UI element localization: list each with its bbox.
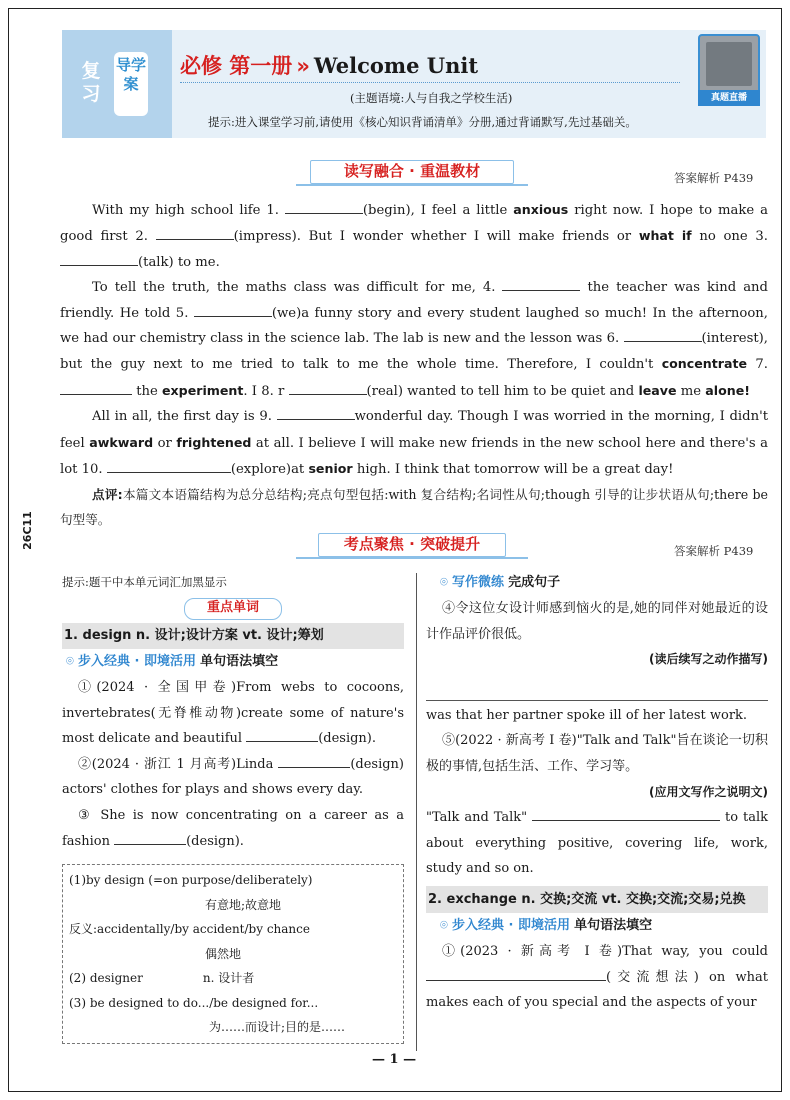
text: (interest), but the guy next to me tried to talk to me the whole time. Therefore, I couldn't bbox=[60, 331, 768, 373]
note-line bbox=[69, 966, 397, 991]
side-code: 26C11 bbox=[20, 511, 34, 550]
question-6 bbox=[426, 939, 768, 1016]
note-meaning: n. 设计者 bbox=[202, 971, 255, 986]
text: To tell the truth, the maths class was difficult for me, 4. bbox=[92, 280, 496, 296]
blank-7[interactable] bbox=[60, 380, 132, 395]
text: 7. bbox=[755, 357, 768, 373]
note-line: 有意地;故意地 bbox=[205, 897, 282, 912]
question-3 bbox=[62, 803, 404, 854]
entry-design: 1. design n. 设计;设计方案 vt. 设计;筹划 bbox=[62, 623, 404, 649]
vocab-tip: 提示:题干中本单元词汇加黑显示 bbox=[62, 575, 227, 589]
text: All in all, the first day is 9. bbox=[92, 409, 272, 425]
question-4: ④令这位女设计师感到恼火的是,她的同伴对她最近的设计作品评价很低。 bbox=[426, 601, 768, 642]
text: me bbox=[680, 383, 702, 399]
location-pin-icon: ⌾ bbox=[66, 654, 74, 669]
passage-paragraph-2 bbox=[60, 275, 768, 404]
reading-passage bbox=[60, 197, 768, 532]
note-line: 反义:accidentally/by accident/by chance bbox=[69, 922, 310, 937]
answer-blank[interactable] bbox=[114, 830, 186, 845]
usage-notes bbox=[62, 864, 404, 1044]
question-1 bbox=[62, 675, 404, 752]
question-4-tail: was that her partner spoke ill of her latest work. bbox=[426, 707, 748, 723]
passage-paragraph-3 bbox=[60, 404, 768, 482]
text: no one 3. bbox=[699, 229, 768, 245]
blank-4[interactable] bbox=[502, 276, 580, 291]
text: (talk) to me. bbox=[138, 254, 220, 270]
text: (impress). But I wonder whether I will make friends or bbox=[233, 229, 632, 245]
comment-label: 点评: bbox=[92, 487, 123, 503]
subsection-label: 步入经典 · 即境活用 bbox=[77, 654, 196, 669]
right-column bbox=[426, 570, 768, 1016]
theme-context: (主题语境:人与自我之学校生活) bbox=[350, 91, 513, 105]
blank-9[interactable] bbox=[277, 405, 355, 420]
blank-1[interactable] bbox=[285, 199, 363, 214]
question-text: ①(2023 · 新高考 I 卷)That way, you could bbox=[442, 943, 768, 959]
bold-word: what if bbox=[638, 228, 692, 244]
subsection-type: 单句语法填空 bbox=[574, 917, 653, 933]
text: high. I think that tomorrow will be a great day! bbox=[356, 462, 674, 478]
section1-underline bbox=[296, 184, 528, 186]
text: the teacher was kind and friendly. He told 5. bbox=[60, 280, 768, 321]
question-5: ⑤(2022 · 新高考 I 卷)"Talk and Talk"旨在谈论一切积极的事情,包括生活、工作、学习等。 bbox=[426, 733, 768, 774]
page-title bbox=[180, 50, 478, 80]
question-text: ①(2024 · 全国甲卷)From webs to cocoons, invertebrates(无脊椎动物)create some of nature's most delicate and beautiful bbox=[62, 680, 404, 747]
key-words-badge: 重点单词 bbox=[184, 598, 282, 620]
left-column bbox=[62, 570, 404, 1044]
text: (real) wanted to tell him to be quiet and bbox=[366, 383, 635, 399]
passage-comment bbox=[60, 482, 768, 532]
blank-3[interactable] bbox=[60, 251, 138, 266]
note-line: 偶然地 bbox=[205, 946, 242, 961]
text: (begin), I feel a little bbox=[362, 203, 508, 218]
text: the bbox=[136, 383, 158, 399]
qr-label: 真题直播 bbox=[698, 90, 760, 106]
question-text: to bbox=[724, 810, 739, 826]
header-tip: 提示:进入课堂学习前,请使用《核心知识背诵清单》分册,通过背诵默写,先过基础关。 bbox=[208, 115, 637, 129]
text: right now. I hope to make a good first 2. bbox=[60, 203, 768, 245]
blank-8[interactable] bbox=[289, 380, 367, 395]
location-pin-icon: ⌾ bbox=[440, 917, 448, 933]
section2-title: 考点聚焦 · 突破提升 bbox=[318, 533, 506, 557]
question-text: (design). bbox=[318, 731, 377, 747]
blank-5[interactable] bbox=[194, 302, 272, 317]
answer-line[interactable] bbox=[426, 673, 768, 701]
passage-paragraph-1 bbox=[60, 197, 768, 275]
subsection-grammar-fill bbox=[62, 649, 404, 675]
text: (explore)at bbox=[230, 462, 305, 478]
blank-10[interactable] bbox=[107, 458, 231, 473]
text: With my high school life 1. bbox=[92, 203, 279, 218]
study-guide-label: 导学案 bbox=[114, 52, 148, 116]
blank-6[interactable] bbox=[624, 327, 702, 342]
location-pin-icon: ⌾ bbox=[440, 575, 448, 590]
question-text: ③ She is now concentrating on a career as a fashion bbox=[62, 807, 404, 849]
title-divider bbox=[180, 82, 680, 83]
blank-2[interactable] bbox=[156, 225, 234, 240]
note-line: (1)by design (=on purpose/deliberately) bbox=[69, 873, 313, 888]
bold-word: awkward bbox=[89, 434, 154, 450]
subsection-writing bbox=[426, 570, 768, 596]
subsection-grammar-fill bbox=[426, 913, 768, 939]
bold-word: concentrate bbox=[661, 356, 748, 372]
bold-word: anxious bbox=[513, 202, 569, 217]
subsection-label: 步入经典 · 即境活用 bbox=[451, 917, 570, 933]
text: wonderful day. Though I was worried in the morning, I didn't feel bbox=[60, 409, 768, 451]
note-term: (2) designer bbox=[69, 971, 143, 986]
text: or bbox=[157, 435, 172, 451]
text: at all. I believe I will make new friends in the new school here and there's a lot 10. bbox=[60, 435, 768, 478]
question-text: "Talk and Talk" bbox=[426, 810, 528, 826]
note-line: 为……而设计;目的是…… bbox=[209, 1020, 346, 1035]
bold-word: senior bbox=[308, 461, 353, 477]
bold-word: experiment bbox=[162, 382, 244, 398]
entry-exchange: 2. exchange n. 交换;交流 vt. 交换;交流;交易;兑换 bbox=[426, 886, 768, 913]
section1-answer-ref: 答案解析 P439 bbox=[674, 171, 754, 185]
qr-code-image bbox=[706, 42, 752, 86]
question-text: (design). bbox=[186, 833, 244, 849]
question-text: talk about everything positive, covering life, work, study and so on. bbox=[426, 810, 768, 877]
review-label: 复习 bbox=[81, 60, 101, 105]
section2-underline bbox=[296, 557, 528, 559]
answer-blank[interactable] bbox=[278, 753, 350, 768]
comment-text: 本篇文本语篇结构为总分总结构;亮点句型包括:with 复合结构;名词性从句;though 引导的让步状语从句;there be 句型等。 bbox=[60, 487, 768, 528]
question-5-source: (应用文写作之说明文) bbox=[649, 784, 768, 799]
answer-blank[interactable] bbox=[532, 806, 720, 821]
qr-code[interactable] bbox=[698, 34, 760, 106]
question-text: (交流想法) on what makes each of you special and the aspects of your bbox=[426, 969, 768, 1011]
text: . I 8. r bbox=[243, 383, 285, 399]
question-4-source: (读后续写之动作描写) bbox=[649, 652, 768, 667]
bold-word: leave bbox=[638, 382, 677, 398]
question-2 bbox=[62, 752, 404, 803]
column-divider bbox=[416, 573, 417, 1051]
title-en: Welcome Unit bbox=[313, 53, 479, 78]
question-5-answer bbox=[426, 805, 768, 882]
header-banner bbox=[62, 30, 766, 138]
subsection-type: 单句语法填空 bbox=[200, 654, 279, 669]
text: (we)a funny story and every student laughed so much! In the afternoon, we had our chemistry class in the science lab. The lab is new and the lesson was 6. bbox=[60, 305, 768, 347]
answer-blank[interactable] bbox=[246, 727, 318, 742]
chevron-icon: » bbox=[296, 54, 310, 78]
header-left-block bbox=[62, 30, 172, 138]
note-line: (3) be designed to do.../be designed for... bbox=[69, 995, 319, 1010]
section2-answer-ref: 答案解析 P439 bbox=[674, 544, 754, 558]
subsection-type: 完成句子 bbox=[508, 575, 561, 590]
subsection-label: 写作微练 bbox=[451, 575, 504, 590]
question-text: ②(2024 · 浙江 1 月高考)Linda bbox=[78, 756, 274, 772]
bold-word: frightened bbox=[176, 434, 252, 450]
answer-blank[interactable] bbox=[426, 966, 606, 981]
question-text: (design) actors' clothes for plays and shows every day. bbox=[62, 756, 404, 798]
section1-title: 读写融合 · 重温教材 bbox=[310, 160, 514, 184]
bold-word: alone! bbox=[705, 382, 750, 398]
title-cn: 必修 第一册 bbox=[180, 54, 293, 78]
page-number: — 1 — bbox=[372, 1052, 417, 1067]
